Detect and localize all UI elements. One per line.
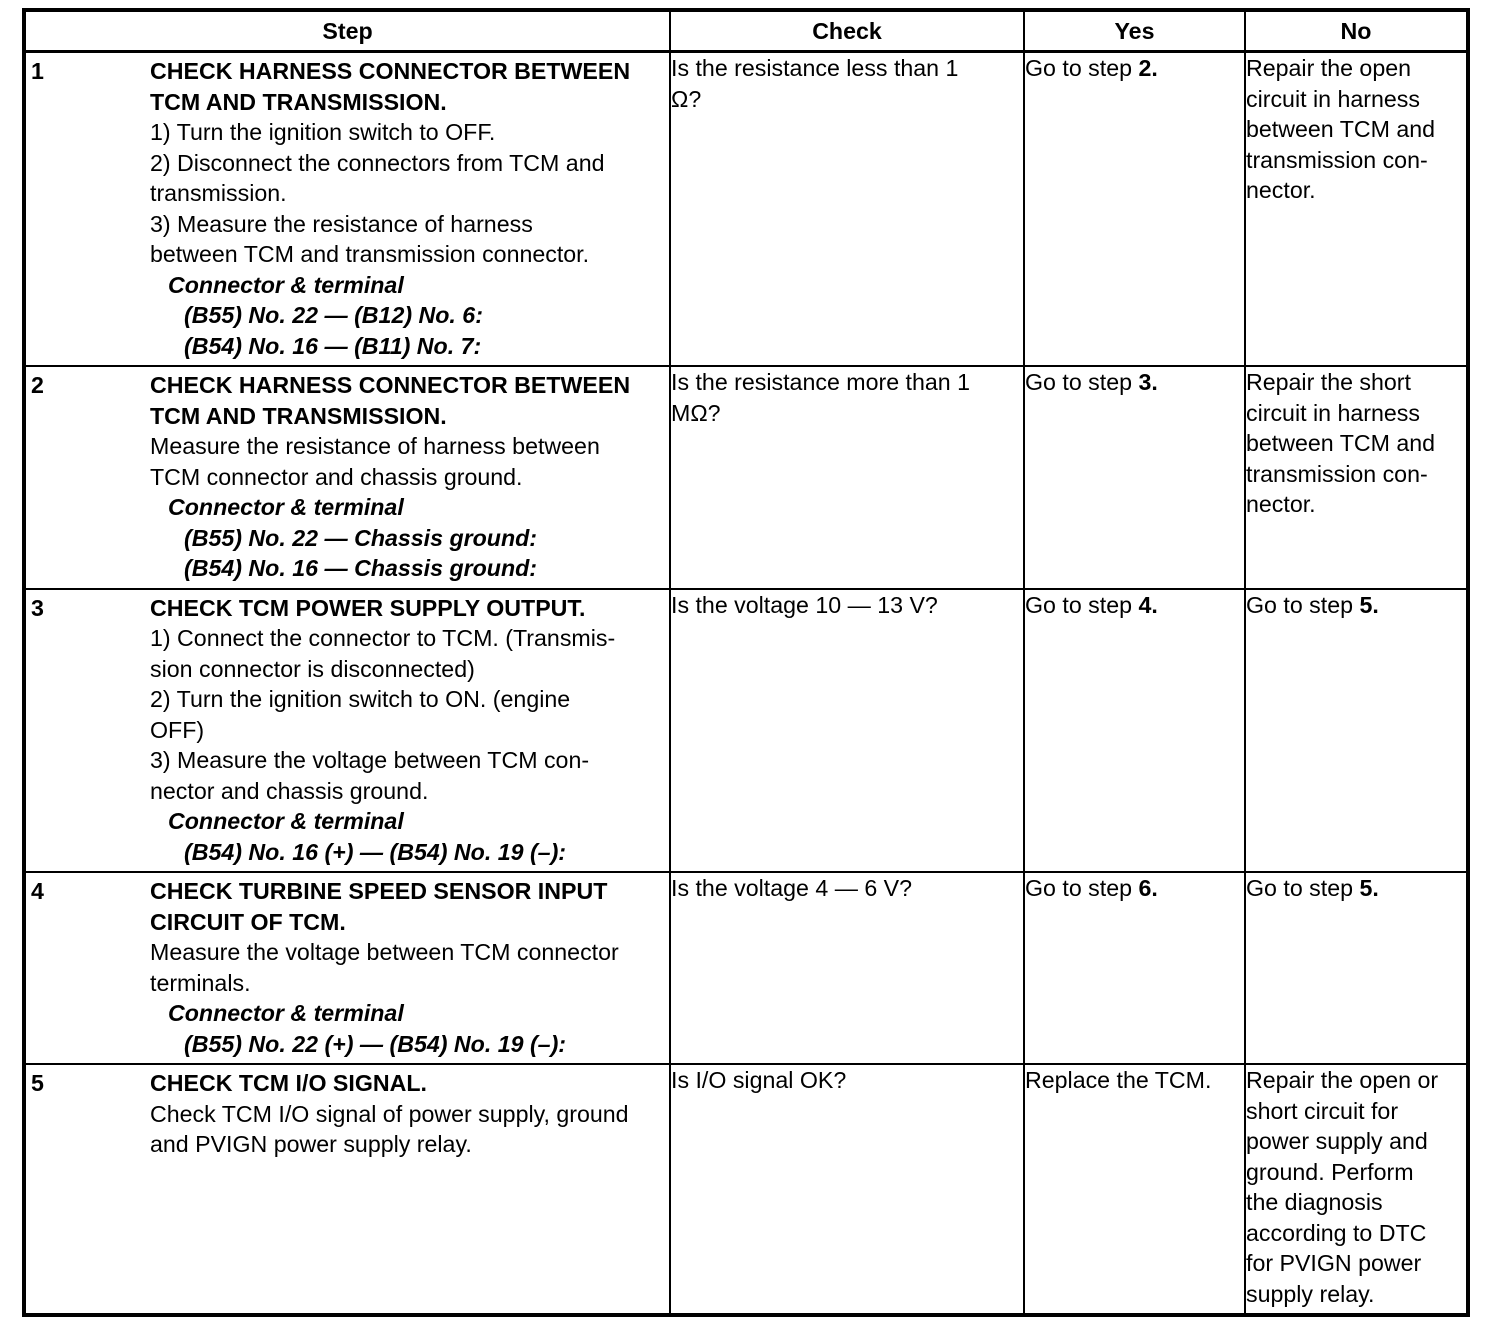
no-text: the diagnosis xyxy=(1246,1189,1383,1215)
step-heading: CHECK TCM POWER SUPPLY OUTPUT. xyxy=(150,594,586,621)
yes-text: Replace the TCM. xyxy=(1025,1067,1212,1093)
check-cell xyxy=(670,366,1024,589)
step-text: 1) Turn the ignition switch to OFF. xyxy=(150,119,496,145)
table-row xyxy=(24,52,1468,367)
connector-terminal: (B55) No. 22 — (B12) No. 6: xyxy=(184,302,483,328)
step-text: 1) Connect the connector to TCM. (Transmis- xyxy=(150,625,616,651)
connector-title: Connector & terminal xyxy=(168,1000,404,1026)
check-text: Ω? xyxy=(671,85,702,112)
no-text: supply relay. xyxy=(1246,1280,1375,1307)
step-cell xyxy=(24,1064,670,1315)
no-text: Repair the open xyxy=(1246,55,1412,81)
yes-step-ref: 3. xyxy=(1138,369,1158,395)
step-text: Measure the resistance of harness between xyxy=(150,433,600,459)
no-cell xyxy=(1245,1064,1468,1315)
step-number: 4 xyxy=(31,878,44,904)
step-text: sion connector is disconnected) xyxy=(150,655,475,682)
check-cell xyxy=(670,52,1024,367)
step-heading: CIRCUIT OF TCM. xyxy=(150,908,346,935)
connector-terminal: (B54) No. 16 — Chassis ground: xyxy=(184,555,538,581)
header-no: No xyxy=(1245,10,1468,52)
step-text: and PVIGN power supply relay. xyxy=(150,1131,472,1157)
connector-terminal: (B54) No. 16 — (B11) No. 7: xyxy=(184,332,482,359)
step-heading: TCM AND TRANSMISSION. xyxy=(150,402,447,429)
check-cell xyxy=(670,872,1024,1064)
header-row xyxy=(24,10,1468,52)
step-text: 3) Measure the resistance of harness xyxy=(150,210,533,237)
yes-step-ref: 4. xyxy=(1138,591,1158,618)
no-text: circuit in harness xyxy=(1246,85,1420,112)
step-heading: CHECK HARNESS CONNECTOR BETWEEN xyxy=(150,372,631,398)
step-number: 1 xyxy=(31,58,44,84)
no-text: between TCM and xyxy=(1246,116,1436,142)
no-text: nector. xyxy=(1246,491,1316,517)
connector-title: Connector & terminal xyxy=(168,808,404,834)
step-heading: CHECK TCM I/O SIGNAL. xyxy=(150,1070,427,1096)
check-text: Is the resistance more than 1 xyxy=(671,369,971,395)
check-text: Is the resistance less than 1 xyxy=(671,55,959,81)
connector-title: Connector & terminal xyxy=(168,494,404,520)
step-cell xyxy=(24,589,670,873)
check-text: Is the voltage 4 — 6 V? xyxy=(671,875,913,901)
step-number: 5 xyxy=(31,1070,44,1096)
no-text: transmission con- xyxy=(1246,460,1428,487)
step-text: 3) Measure the voltage between TCM con- xyxy=(150,747,590,773)
check-text: Is the voltage 10 — 13 V? xyxy=(671,591,938,618)
no-cell xyxy=(1245,872,1468,1064)
connector-title: Connector & terminal xyxy=(168,271,404,298)
no-text: ground. Perform xyxy=(1246,1158,1414,1185)
connector-terminal: (B55) No. 22 — Chassis ground: xyxy=(184,524,538,551)
no-text: circuit in harness xyxy=(1246,399,1420,426)
yes-text: Go to step xyxy=(1025,591,1139,618)
header-yes: Yes xyxy=(1024,10,1245,52)
check-text: MΩ? xyxy=(671,399,721,426)
step-number: 2 xyxy=(31,372,44,398)
step-text: Measure the voltage between TCM connector xyxy=(150,939,619,965)
yes-cell xyxy=(1024,52,1245,367)
yes-text: Go to step xyxy=(1025,369,1139,395)
step-text: OFF) xyxy=(150,716,205,743)
no-text: nector. xyxy=(1246,177,1316,203)
no-text: short circuit for xyxy=(1246,1097,1399,1124)
step-cell xyxy=(24,366,670,589)
no-text: according to DTC xyxy=(1246,1219,1427,1246)
connector-terminal: (B55) No. 22 (+) — (B54) No. 19 (–): xyxy=(184,1030,567,1057)
yes-step-ref: 2. xyxy=(1138,55,1158,81)
no-cell xyxy=(1245,52,1468,367)
header-step: Step xyxy=(24,10,670,52)
no-text: between TCM and xyxy=(1246,430,1436,456)
step-heading: TCM AND TRANSMISSION. xyxy=(150,88,447,115)
yes-cell xyxy=(1024,872,1245,1064)
no-text: for PVIGN power xyxy=(1246,1250,1422,1276)
step-cell xyxy=(24,872,670,1064)
step-text: terminals. xyxy=(150,969,251,996)
step-text: TCM connector and chassis ground. xyxy=(150,463,523,490)
table-row xyxy=(24,589,1468,873)
yes-text: Go to step xyxy=(1025,55,1139,81)
diagnostic-table xyxy=(22,8,1470,1317)
yes-step-ref: 6. xyxy=(1138,875,1158,901)
no-text: Repair the short xyxy=(1246,369,1411,395)
table-row xyxy=(24,366,1468,589)
step-heading: CHECK TURBINE SPEED SENSOR INPUT xyxy=(150,878,608,904)
step-text: between TCM and transmission connector. xyxy=(150,241,590,267)
check-text: Is I/O signal OK? xyxy=(671,1067,847,1093)
no-step-ref: 5. xyxy=(1359,875,1379,901)
step-text: 2) Turn the ignition switch to ON. (engine xyxy=(150,686,571,712)
no-cell xyxy=(1245,366,1468,589)
step-number: 3 xyxy=(31,594,44,621)
step-text: nector and chassis ground. xyxy=(150,777,429,804)
no-text: Repair the open or xyxy=(1246,1067,1439,1093)
yes-cell xyxy=(1024,1064,1245,1315)
step-text: 2) Disconnect the connectors from TCM and xyxy=(150,149,605,176)
step-text: transmission. xyxy=(150,180,287,206)
step-heading: CHECK HARNESS CONNECTOR BETWEEN xyxy=(150,58,631,84)
check-cell xyxy=(670,1064,1024,1315)
no-text: power supply and xyxy=(1246,1128,1428,1154)
yes-cell xyxy=(1024,589,1245,873)
no-step-ref: 5. xyxy=(1359,591,1379,618)
check-cell xyxy=(670,589,1024,873)
step-text: Check TCM I/O signal of power supply, ground xyxy=(150,1100,629,1127)
no-text: Go to step xyxy=(1246,591,1360,618)
table-row xyxy=(24,1064,1468,1315)
header-check: Check xyxy=(670,10,1024,52)
no-text: transmission con- xyxy=(1246,146,1428,173)
step-cell xyxy=(24,52,670,367)
yes-text: Go to step xyxy=(1025,875,1139,901)
table-row xyxy=(24,872,1468,1064)
no-cell xyxy=(1245,589,1468,873)
yes-cell xyxy=(1024,366,1245,589)
connector-terminal: (B54) No. 16 (+) — (B54) No. 19 (–): xyxy=(184,838,567,865)
no-text: Go to step xyxy=(1246,875,1360,901)
